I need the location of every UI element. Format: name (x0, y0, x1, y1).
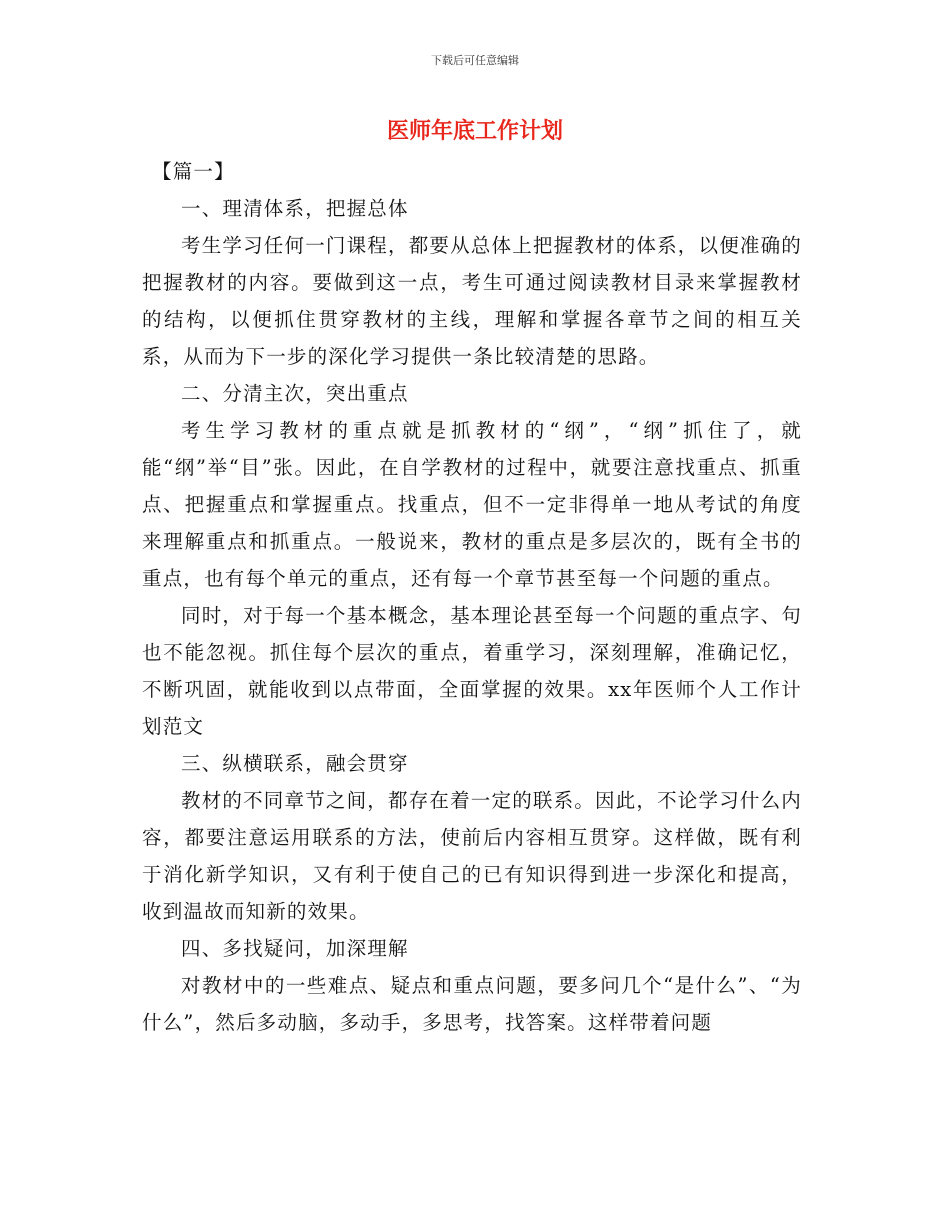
heading-2: 二、分清主次，突出重点 (181, 382, 409, 405)
paragraph-3: 同时，对于每一个基本概念，基本理论甚至每一个问题的重点字、句也不能忽视。抓住每个层次的重点，着重学习，深刻理解，准确记忆，不断巩固，就能收到以点带面，全面掌握的效果。xx年医师个人工作计划范文 (142, 604, 803, 738)
paragraph-1: 考生学习任何一门课程，都要从总体上把握教材的体系，以便准确的把握教材的内容。要做到这一点，考生可通过阅读教材目录来掌握教材的结构，以便抓住贯穿教材的主线，理解和掌握各章节之间的相互关系，从而为下一步的深化学习提供一条比较清楚的思路。 (142, 234, 803, 368)
heading-1: 一、理清体系，把握总体 (181, 197, 409, 220)
section-label: 【篇一】 (152, 160, 235, 183)
document-title: 医师年底工作计划 (386, 119, 563, 144)
paragraph-2: 考生学习教材的重点就是抓教材的“纲”，“纲”抓住了，就能“纲”举“目”张。因此，在自学教材的过程中，就要注意找重点、抓重点、把握重点和掌握重点。找重点，但不一定非得单一地从考试的角度来理解重点和抓重点。一般说来，教材的重点是多层次的，既有全书的重点，也有每个单元的重点，还有每一个章节甚至每一个问题的重点。 (142, 419, 802, 590)
paragraph-5: 对教材中的一些难点、疑点和重点问题，要多问几个“是什么”、“为什么”，然后多动脑，多动手，多思考，找答案。这样带着问题 (142, 974, 802, 1034)
heading-4: 四、多找疑问，加深理解 (181, 937, 409, 960)
page-header: 下载后可任意编辑 (431, 54, 519, 67)
heading-3: 三、纵横联系，融会贯穿 (181, 752, 409, 775)
paragraph-4: 教材的不同章节之间，都存在着一定的联系。因此，不论学习什么内容，都要注意运用联系的方法，使前后内容相互贯穿。这样做，既有利于消化新学知识，又有利于使自己的已有知识得到进一步深化和提高，收到温故而知新的效果。 (142, 789, 803, 923)
document-body (142, 153, 802, 1041)
